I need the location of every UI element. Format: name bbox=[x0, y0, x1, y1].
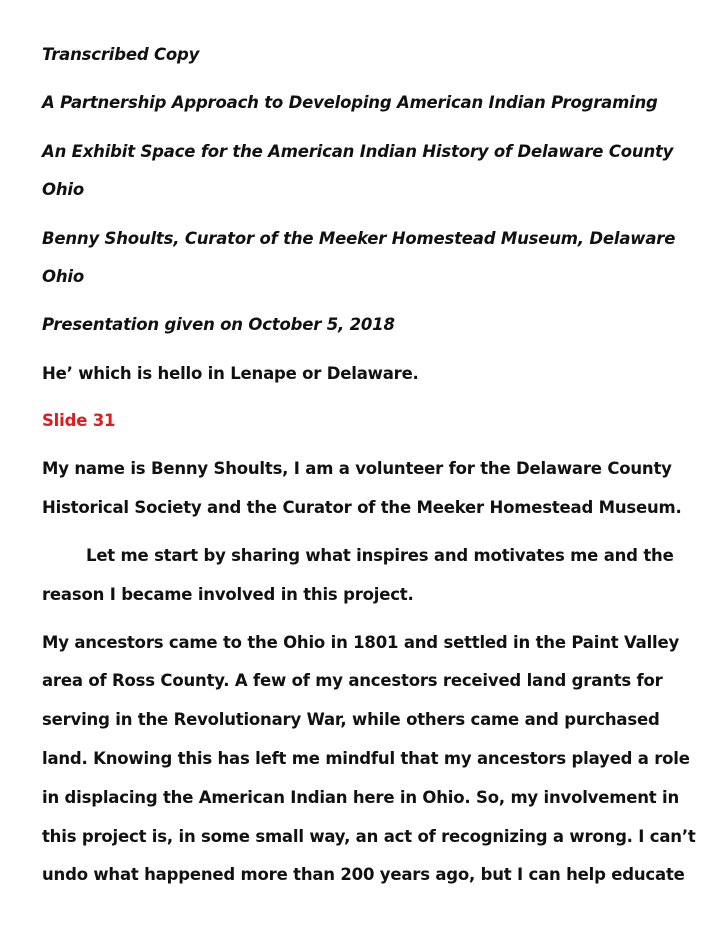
transcribed-copy-label: Transcribed Copy bbox=[42, 45, 200, 64]
author-line-2: Ohio bbox=[42, 267, 84, 286]
body-line: area of Ross County. A few of my ancestors received land grants for bbox=[42, 671, 663, 690]
body-line: My name is Benny Shoults, I am a volunteer for the Delaware County bbox=[42, 459, 672, 478]
body-line: reason I became involved in this project. bbox=[42, 585, 414, 604]
body-line: this project is, in some small way, an act of recognizing a wrong. I can’t bbox=[42, 827, 696, 846]
body-line: Let me start by sharing what inspires and motivates me and the bbox=[86, 546, 674, 565]
body-line: serving in the Revolutionary War, while others came and purchased bbox=[42, 710, 660, 729]
body-line: My ancestors came to the Ohio in 1801 and settled in the Paint Valley bbox=[42, 633, 680, 652]
subtitle-line-1: An Exhibit Space for the American Indian History of Delaware County bbox=[42, 142, 674, 161]
greeting-line: He’ which is hello in Lenape or Delaware. bbox=[42, 364, 419, 383]
body-line: in displacing the American Indian here in Ohio. So, my involvement in bbox=[42, 788, 679, 807]
body-line: land. Knowing this has left me mindful that my ancestors played a role bbox=[42, 749, 690, 768]
subtitle-line-2: Ohio bbox=[42, 180, 84, 199]
author-line-1: Benny Shoults, Curator of the Meeker Homestead Museum, Delaware bbox=[42, 229, 676, 248]
presentation-date: Presentation given on October 5, 2018 bbox=[42, 315, 395, 334]
body-line: undo what happened more than 200 years ago, but I can help educate bbox=[42, 865, 685, 884]
slide-label: Slide 31 bbox=[42, 411, 116, 430]
body-line: Historical Society and the Curator of the Meeker Homestead Museum. bbox=[42, 498, 682, 517]
document-title: A Partnership Approach to Developing American Indian Programing bbox=[42, 93, 658, 112]
